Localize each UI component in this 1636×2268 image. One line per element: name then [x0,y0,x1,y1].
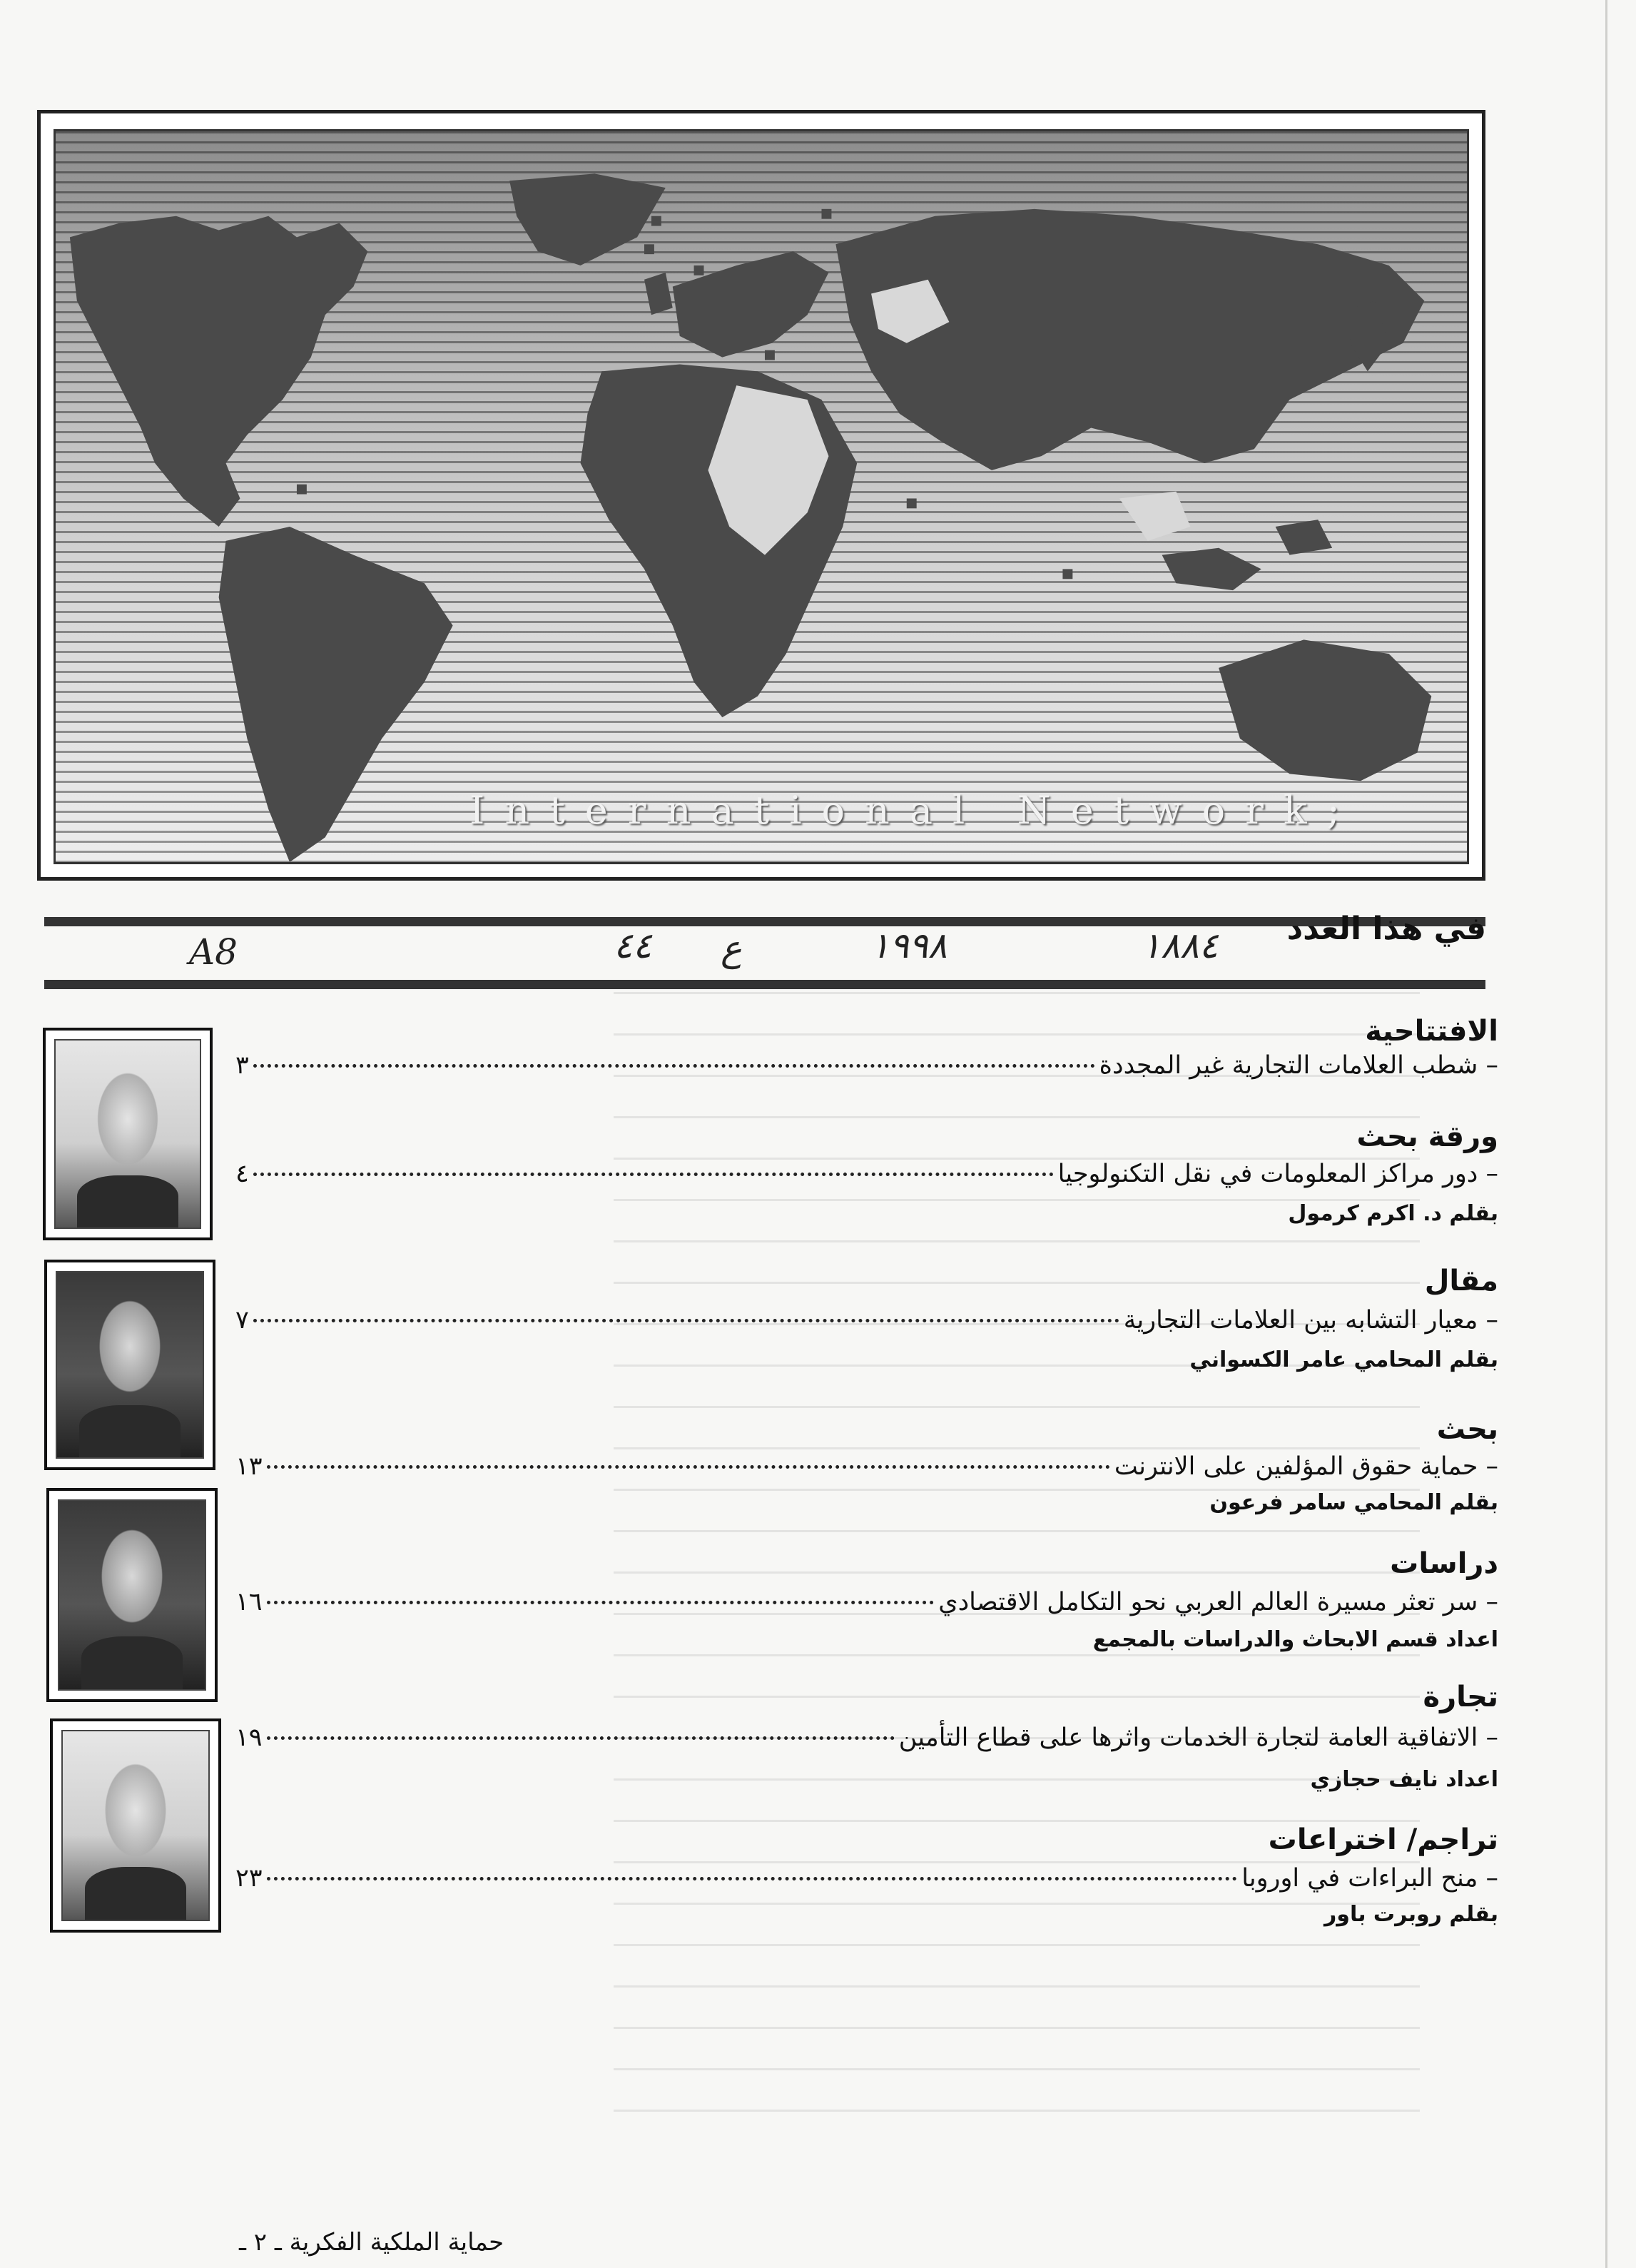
section-heading: الافتتاحية [1365,1015,1498,1048]
dot-leader [267,1465,1110,1469]
toc-entry[interactable] [235,1051,1498,1088]
page-footer: حماية الملكية الفكرية ـ ٢ ـ [239,2228,504,2257]
toc-entry[interactable] [235,1588,1498,1625]
entry-author: اعداد قسم الابحاث والدراسات بالمجمع [1092,1627,1498,1652]
page-number: ١٩ [235,1723,263,1752]
page-number: ٤ [235,1160,249,1188]
entry-author: اعداد نايف حجازي [1310,1767,1498,1792]
toc-entry[interactable] [235,1160,1498,1197]
page-number: ١٣ [235,1452,263,1481]
section-heading: مقال [1424,1265,1498,1297]
entry-title: – منح البراءات في اوروبا [1241,1864,1498,1893]
dot-leader [253,1319,1119,1322]
entry-author: بقلم المحامي سامر فرعون [1209,1490,1498,1515]
header-rule-bottom [44,980,1485,989]
handwritten-code: A8 [189,931,238,973]
portrait-4 [50,1718,221,1933]
page-number: ٣ [235,1051,249,1080]
section-heading: دراسات [1390,1547,1498,1580]
toc-entry[interactable] [235,1452,1498,1489]
world-map-icon [56,131,1467,862]
world-map-image [54,129,1469,864]
entry-title: – دور مراكز المعلومات في نقل التكنولوجيا [1057,1160,1498,1188]
issue-title: في هذا العدد [1286,911,1486,947]
page-edge [1605,0,1607,2268]
dot-leader [267,1736,895,1740]
dot-leader [267,1601,935,1604]
toc-entry[interactable] [235,1864,1498,1901]
section-heading: تجارة [1423,1681,1498,1713]
entry-title: – سر تعثر مسيرة العالم العربي نحو التكامل الاقتصادي [938,1588,1498,1616]
entry-author: بقلم د. اكرم كرمول [1288,1201,1498,1226]
page-number: ٧ [235,1306,249,1335]
section-heading: تراجم/ اختراعات [1268,1823,1498,1856]
handwritten-mark: ٤٤ [614,925,652,966]
page-number: ٢٣ [235,1864,263,1893]
handwritten-issue: ع [721,928,742,969]
banner-caption: International Network; [469,788,1360,833]
world-map-banner [37,110,1485,881]
entry-title: – حماية حقوق المؤلفين على الانترنت [1114,1452,1498,1481]
portrait-2 [44,1260,215,1470]
entry-title: – الاتفاقية العامة لتجارة الخدمات واثرها على قطاع التأمين [898,1723,1498,1752]
handwritten-year: ١٩٩٨ [870,925,947,966]
handwritten-serial: ١٨٨٤ [1142,925,1219,966]
toc-entry[interactable] [235,1723,1498,1761]
dot-leader [253,1064,1095,1068]
portrait-3 [46,1488,218,1702]
dot-leader [267,1877,1238,1880]
section-heading: بحث [1436,1413,1498,1446]
toc-entry[interactable] [235,1306,1498,1343]
section-heading: ورقة بحث [1356,1120,1498,1153]
entry-title: – معيار التشابه بين العلامات التجارية [1123,1306,1498,1335]
header-rule-top [44,917,1485,926]
entry-author: بقلم روبرت باور [1324,1902,1498,1927]
page-number: ١٦ [235,1588,263,1616]
portrait-1 [43,1028,213,1240]
entry-author: بقلم المحامي عامر الكسواني [1189,1347,1498,1372]
entry-title: – شطب العلامات التجارية غير المجددة [1099,1051,1498,1080]
dot-leader [253,1173,1054,1176]
